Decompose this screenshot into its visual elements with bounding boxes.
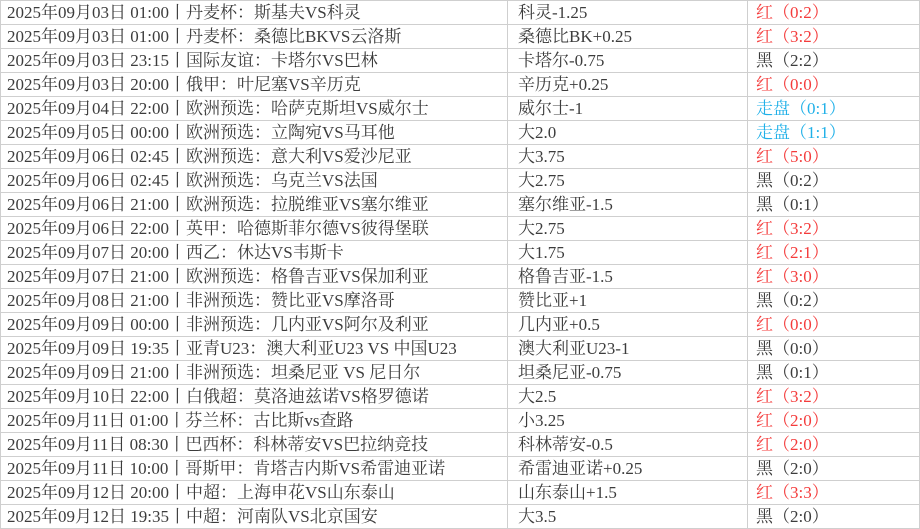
result-cell: 红（3:2）: [748, 385, 920, 408]
table-row: [0, 73, 920, 97]
table-row: [0, 505, 920, 529]
table-row: [0, 169, 920, 193]
handicap-pick-cell: 大1.75: [508, 241, 748, 264]
match-info-cell: 2025年09月07日 21:00丨欧洲预选：格鲁吉亚VS保加利亚: [0, 265, 508, 288]
handicap-pick-cell: 坦桑尼亚-0.75: [508, 361, 748, 384]
match-info-cell: 2025年09月12日 20:00丨中超：上海申花VS山东泰山: [0, 481, 508, 504]
table-row: [0, 217, 920, 241]
match-info-cell: 2025年09月05日 00:00丨欧洲预选：立陶宛VS马耳他: [0, 121, 508, 144]
table-row: [0, 121, 920, 145]
table-row: [0, 409, 920, 433]
result-cell: 黑（0:1）: [748, 193, 920, 216]
match-info-cell: 2025年09月09日 21:00丨非洲预选：坦桑尼亚 VS 尼日尔: [0, 361, 508, 384]
result-cell: 红（0:0）: [748, 73, 920, 96]
handicap-pick-cell: 科灵-1.25: [508, 1, 748, 24]
result-cell: 红（0:2）: [748, 1, 920, 24]
match-info-cell: 2025年09月06日 02:45丨欧洲预选：意大利VS爱沙尼亚: [0, 145, 508, 168]
result-cell: 黑（0:2）: [748, 289, 920, 312]
handicap-pick-cell: 澳大利亚U23-1: [508, 337, 748, 360]
handicap-pick-cell: 大2.75: [508, 217, 748, 240]
match-info-cell: 2025年09月04日 22:00丨欧洲预选：哈萨克斯坦VS威尔士: [0, 97, 508, 120]
handicap-pick-cell: 辛历克+0.25: [508, 73, 748, 96]
match-info-cell: 2025年09月11日 08:30丨巴西杯：科林蒂安VS巴拉纳竞技: [0, 433, 508, 456]
handicap-pick-cell: 桑德比BK+0.25: [508, 25, 748, 48]
match-info-cell: 2025年09月06日 21:00丨欧洲预选：拉脱维亚VS塞尔维亚: [0, 193, 508, 216]
result-cell: 红（3:0）: [748, 265, 920, 288]
result-cell: 红（0:0）: [748, 313, 920, 336]
handicap-pick-cell: 大2.0: [508, 121, 748, 144]
handicap-pick-cell: 格鲁吉亚-1.5: [508, 265, 748, 288]
table-row: [0, 433, 920, 457]
match-info-cell: 2025年09月03日 01:00丨丹麦杯：桑德比BKVS云洛斯: [0, 25, 508, 48]
result-cell: 红（5:0）: [748, 145, 920, 168]
match-info-cell: 2025年09月07日 20:00丨西乙：休达VS韦斯卡: [0, 241, 508, 264]
result-cell: 走盘（0:1）: [748, 97, 920, 120]
handicap-pick-cell: 威尔士-1: [508, 97, 748, 120]
match-info-cell: 2025年09月03日 20:00丨俄甲：叶尼塞VS辛历克: [0, 73, 508, 96]
handicap-pick-cell: 几内亚+0.5: [508, 313, 748, 336]
handicap-pick-cell: 塞尔维亚-1.5: [508, 193, 748, 216]
handicap-pick-cell: 卡塔尔-0.75: [508, 49, 748, 72]
result-cell: 黑（0:2）: [748, 169, 920, 192]
table-row: [0, 25, 920, 49]
match-info-cell: 2025年09月12日 19:35丨中超：河南队VS北京国安: [0, 505, 508, 528]
handicap-pick-cell: 希雷迪亚诺+0.25: [508, 457, 748, 480]
table-row: [0, 337, 920, 361]
table-row: [0, 241, 920, 265]
result-cell: 黑（0:1）: [748, 361, 920, 384]
table-row: [0, 313, 920, 337]
table-row: [0, 193, 920, 217]
handicap-pick-cell: 大2.75: [508, 169, 748, 192]
handicap-pick-cell: 大3.75: [508, 145, 748, 168]
match-info-cell: 2025年09月03日 23:15丨国际友谊：卡塔尔VS巴林: [0, 49, 508, 72]
table-row: [0, 1, 920, 25]
match-info-cell: 2025年09月03日 01:00丨丹麦杯：斯基夫VS科灵: [0, 1, 508, 24]
handicap-pick-cell: 大2.5: [508, 385, 748, 408]
match-info-cell: 2025年09月09日 19:35丨亚青U23：澳大利亚U23 VS 中国U23: [0, 337, 508, 360]
table-row: [0, 481, 920, 505]
table-row: [0, 97, 920, 121]
result-cell: 红（3:3）: [748, 481, 920, 504]
table-row: [0, 385, 920, 409]
match-info-cell: 2025年09月08日 21:00丨非洲预选：赞比亚VS摩洛哥: [0, 289, 508, 312]
result-cell: 红（2:0）: [748, 433, 920, 456]
table-row: [0, 457, 920, 481]
handicap-pick-cell: 小3.25: [508, 409, 748, 432]
table-row: [0, 145, 920, 169]
result-cell: 红（3:2）: [748, 25, 920, 48]
table-row: [0, 265, 920, 289]
result-cell: 红（2:0）: [748, 409, 920, 432]
handicap-pick-cell: 赞比亚+1: [508, 289, 748, 312]
result-cell: 红（3:2）: [748, 217, 920, 240]
result-cell: 黑（2:2）: [748, 49, 920, 72]
match-info-cell: 2025年09月09日 00:00丨非洲预选：几内亚VS阿尔及利亚: [0, 313, 508, 336]
handicap-pick-cell: 山东泰山+1.5: [508, 481, 748, 504]
handicap-pick-cell: 科林蒂安-0.5: [508, 433, 748, 456]
result-cell: 黑（2:0）: [748, 505, 920, 528]
result-cell: 黑（2:0）: [748, 457, 920, 480]
match-info-cell: 2025年09月11日 10:00丨哥斯甲：肯塔吉内斯VS希雷迪亚诺: [0, 457, 508, 480]
match-info-cell: 2025年09月06日 02:45丨欧洲预选：乌克兰VS法国: [0, 169, 508, 192]
table-row: [0, 361, 920, 385]
match-info-cell: 2025年09月06日 22:00丨英甲：哈德斯菲尔德VS彼得堡联: [0, 217, 508, 240]
match-info-cell: 2025年09月10日 22:00丨白俄超：莫洛迪兹诺VS格罗德诺: [0, 385, 508, 408]
result-cell: 黑（0:0）: [748, 337, 920, 360]
table-row: [0, 289, 920, 313]
table-row: [0, 49, 920, 73]
handicap-pick-cell: 大3.5: [508, 505, 748, 528]
match-info-cell: 2025年09月11日 01:00丨芬兰杯：古比斯vs查路: [0, 409, 508, 432]
result-cell: 红（2:1）: [748, 241, 920, 264]
result-cell: 走盘（1:1）: [748, 121, 920, 144]
